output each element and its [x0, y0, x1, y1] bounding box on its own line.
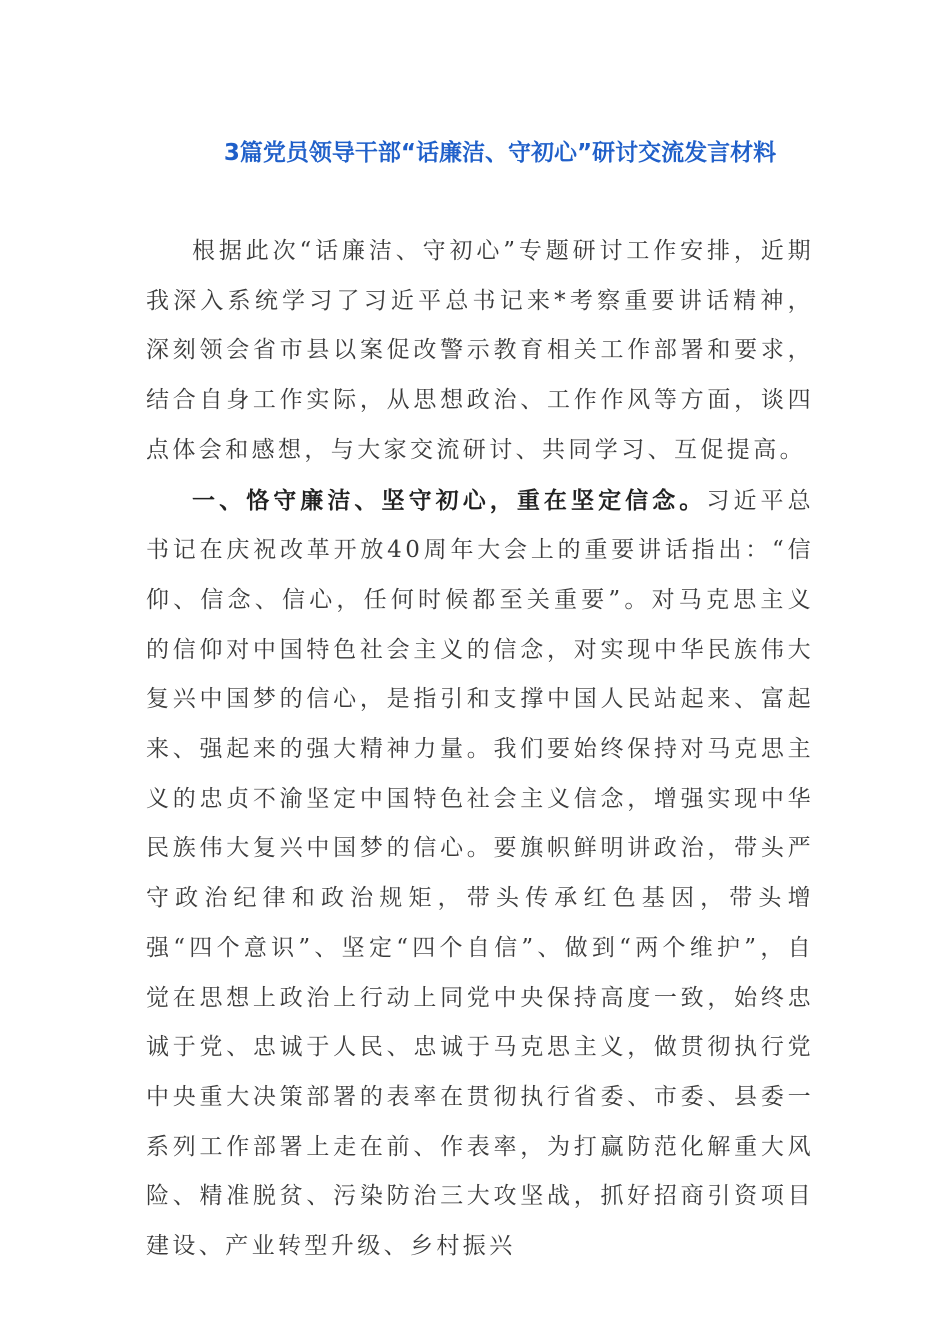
- paragraph-text: 习近平总书记在庆祝改革开放40周年大会上的重要讲话指出：“信仰、信念、信心，任何时候都至关重要”。对马克思主义的信仰对中国特色社会主义的信念，对实现中华民族伟大复兴中国梦的信心，是指引和支撑中国人民站起来、富起来、强起来的强大精神力量。我们要始终保持对马克思主义的忠贞不渝坚定中国特色社会主义信念，增强实现中华民族伟大复兴中国梦的信心。要旗帜鲜明讲政治，带头严守政治纪律和政治规矩，带头传承红色基因，带头增强“四个意识”、坚定“四个自信”、做到“两个维护”，自觉在思想上政治上行动上同党中央保持高度一致，始终忠诚于党、忠诚于人民、忠诚于马克思主义，做贯彻执行党中央重大决策部署的表率在贯彻执行省委、市委、县委一系列工作部署上走在前、作表率，为打赢防范化解重大风险、精准脱贫、污染防治三大攻坚战，抓好招商引资项目建设、产业转型升级、乡村振兴: [146, 487, 814, 1260]
- paragraph-section-1: [146, 476, 814, 1272]
- paragraph-text: 根据此次“话廉洁、守初心”专题研讨工作安排，近期我深入系统学习了习近平总书记来*考察重要讲话精神，深刻领会省市县以案促改警示教育相关工作部署和要求，结合自身工作实际，从思想政治、工作作风等方面，谈四点体会和感想，与大家交流研讨、共同学习、互促提高。: [146, 238, 814, 463]
- section-heading: 一、恪守廉洁、坚守初心，重在坚定信念。: [192, 486, 707, 514]
- paragraph-intro: [146, 226, 814, 476]
- document-title: 3篇党员领导干部“话廉洁、守初心”研讨交流发言材料: [223, 140, 777, 166]
- document-body: [146, 226, 814, 1272]
